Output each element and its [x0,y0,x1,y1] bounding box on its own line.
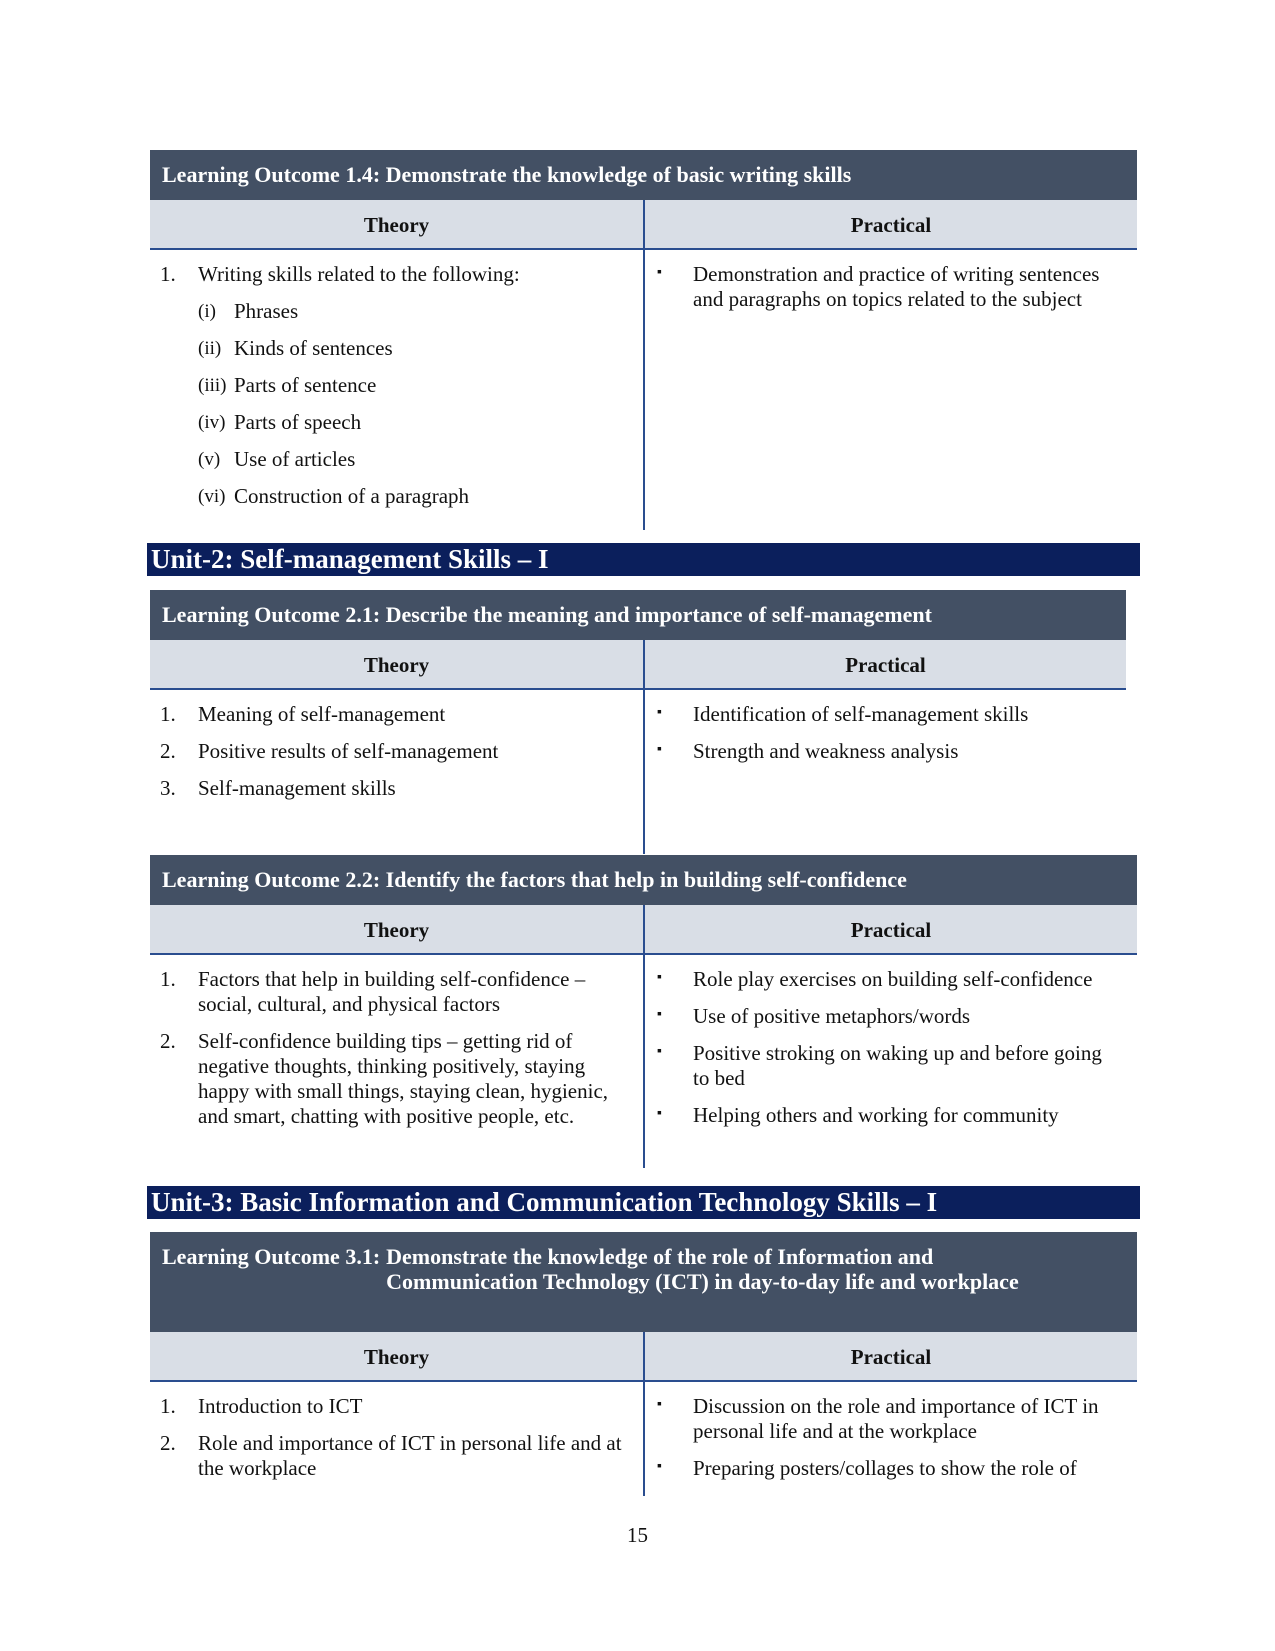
outcome-title: Demonstrate the knowledge of the role of Information and Communication Technology (ICT) in day-to-day life and workplace [386,1244,1019,1294]
bullet-item: ▪ Positive stroking on waking up and before going to bed [657,1041,1102,1090]
outcome-label: Learning Outcome 2.1: [162,602,381,627]
practical-header: Practical [645,640,1126,690]
list-item: 2. Self-confidence building tips – getting rid of negative thoughts, thinking positively, staying happy with small things, staying clean, hygienic, and smart, chatting with positive people, etc. [160,1029,609,1128]
bullet-icon: ▪ [657,705,662,720]
theory-cell [150,955,645,1168]
practical-cell [645,690,1126,854]
outcome-title: Describe the meaning and importance of self-management [385,602,932,627]
unit-heading: Unit-2: Self-management Skills – I [147,543,1140,576]
list-subitem: (iii) Parts of sentence [198,373,377,397]
unit-heading: Unit-3: Basic Information and Communication Technology Skills – I [147,1186,1140,1219]
outcome-2-2-block [150,855,1137,1168]
bullet-item: ▪ Preparing posters/collages to show the role of [657,1456,1077,1480]
outcome-title: Demonstrate the knowledge of basic writing skills [385,162,852,187]
bullet-item: ▪ Demonstration and practice of writing sentences and paragraphs on topics related to the subject [657,262,1100,311]
list-subitem: (vi) Construction of a paragraph [198,484,470,508]
bullet-icon: ▪ [657,1106,662,1121]
list-item: 1. Factors that help in building self-confidence – social, cultural, and physical factors [160,967,586,1016]
bullet-icon: ▪ [657,265,662,280]
theory-cell [150,250,645,530]
outcome-header [150,590,1126,640]
theory-header: Theory [150,1332,643,1382]
bullet-item: ▪ Strength and weakness analysis [657,739,959,763]
list-item: 1. Writing skills related to the following: [160,262,520,286]
practical-cell [645,955,1137,1168]
theory-cell [150,690,645,854]
bullet-item: ▪ Identification of self-management skills [657,702,1029,726]
outcome-title: Identify the factors that help in building self-confidence [385,867,907,892]
list-subitem: (v) Use of articles [198,447,356,471]
bullet-item: ▪ Discussion on the role and importance of ICT in personal life and at the workplace [657,1394,1099,1443]
bullet-icon: ▪ [657,1044,662,1059]
outcome-label: Learning Outcome 3.1: [162,1244,381,1269]
bullet-icon: ▪ [657,1007,662,1022]
outcome-label: Learning Outcome 1.4: [162,162,381,187]
outcome-1-4-block [150,150,1137,530]
list-subitem: (ii) Kinds of sentences [198,336,393,360]
bullet-icon: ▪ [657,742,662,757]
bullet-item: ▪ Use of positive metaphors/words [657,1004,971,1028]
theory-header: Theory [150,200,643,250]
practical-cell [645,250,1137,530]
outcome-3-1-block [150,1232,1137,1496]
practical-header: Practical [645,200,1137,250]
bullet-item: ▪ Helping others and working for community [657,1103,1059,1127]
list-item: 1. Meaning of self-management [160,702,446,726]
practical-header: Practical [645,1332,1137,1382]
outcome-2-1-block [150,590,1126,854]
bullet-icon: ▪ [657,1397,662,1412]
outcome-header [150,150,1137,200]
list-subitem: (iv) Parts of speech [198,410,362,434]
list-item: 2. Positive results of self-management [160,739,499,763]
outcome-header [150,855,1137,905]
theory-header: Theory [150,905,643,955]
bullet-icon: ▪ [657,970,662,985]
list-item: 1. Introduction to ICT [160,1394,363,1418]
bullet-icon: ▪ [657,1459,662,1474]
list-subitem: (i) Phrases [198,299,299,323]
practical-cell [645,1382,1137,1496]
theory-header: Theory [150,640,643,690]
list-item: 2. Role and importance of ICT in personal life and at the workplace [160,1431,622,1480]
practical-header: Practical [645,905,1137,955]
bullet-item: ▪ Role play exercises on building self-confidence [657,967,1093,991]
theory-cell [150,1382,645,1496]
outcome-label: Learning Outcome 2.2: [162,867,381,892]
page-number: 15 [627,1523,648,1547]
list-item: 3. Self-management skills [160,776,396,800]
outcome-header [150,1232,1137,1332]
